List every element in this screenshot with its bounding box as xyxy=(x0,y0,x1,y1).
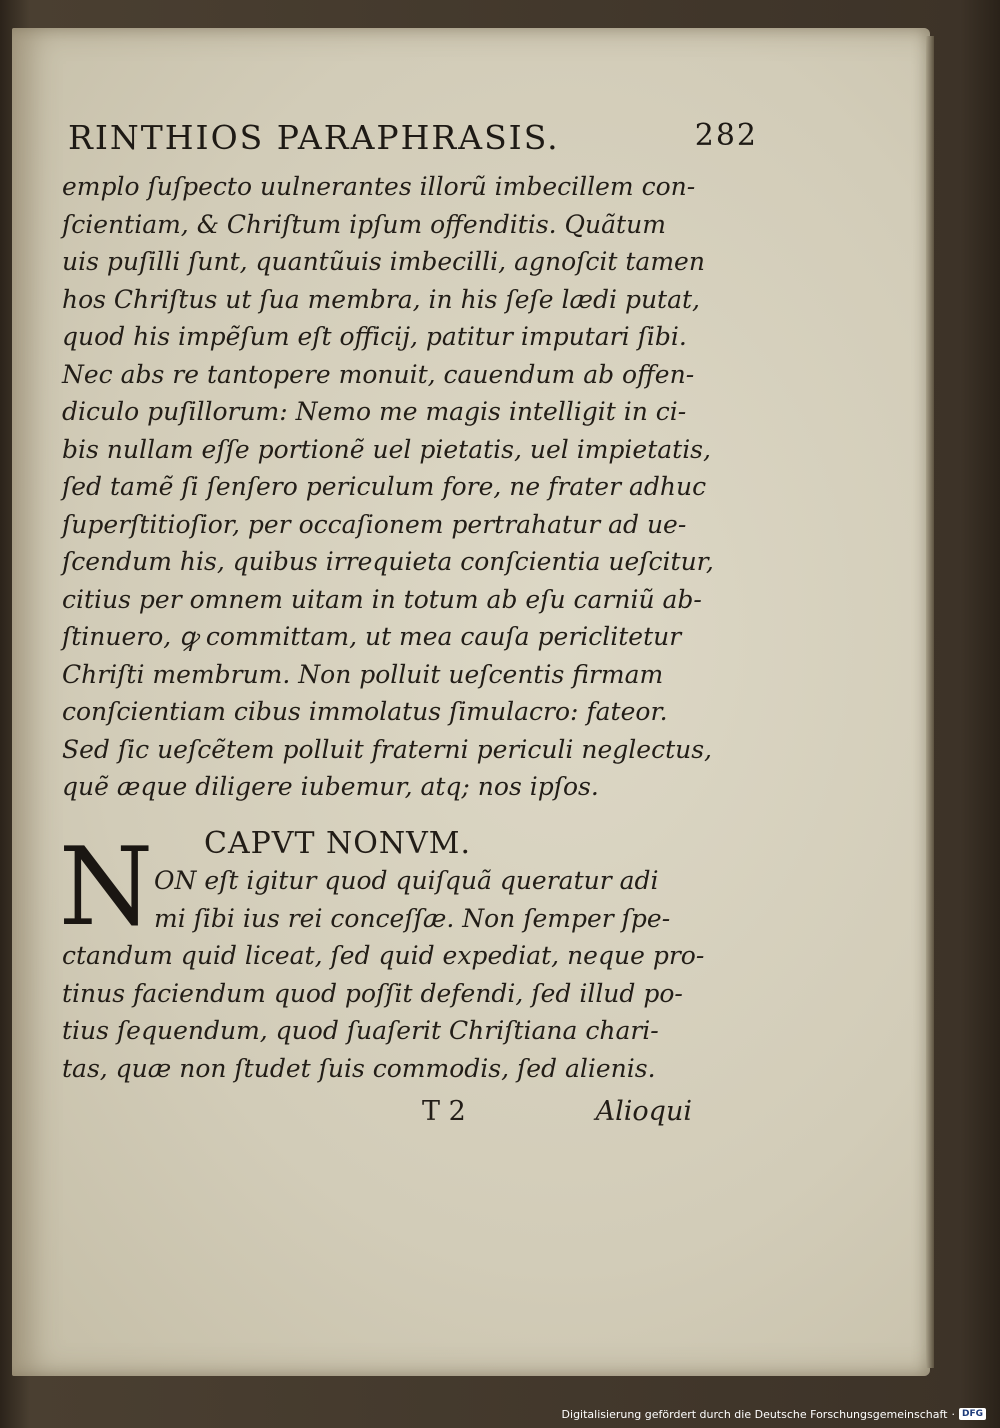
text-line: tas, quæ non ſtudet ſuis commodis, ſed alienis. xyxy=(62,1053,656,1083)
text-line: ON eſt igitur quod quiſquã queratur adi xyxy=(154,866,659,895)
text-line: diculo puſillorum: Nemo me magis intelligit in ci- xyxy=(62,397,687,426)
text-line: ſuperſtitioſior, per occaſionem pertrahatur ad ue- xyxy=(62,509,687,539)
text-line: bis nullam eſſe portionẽ uel pietatis, uel impietatis, xyxy=(62,434,711,464)
signature-mark: T 2 xyxy=(422,1096,466,1127)
catchword: Alioqui xyxy=(595,1096,692,1127)
running-head xyxy=(68,118,758,162)
text-line: citius per omnem uitam in totum ab eſu carniũ ab- xyxy=(62,584,702,614)
text-line: hos Chriſtus ut ſua membra, in his ſeſe lædi putat, xyxy=(62,284,700,314)
chapter-text xyxy=(62,862,705,1087)
text-line: ſed tamẽ ſi ſenſero periculum fore, ne frater adhuc xyxy=(62,472,707,501)
text-line: ſcientiam, & Chriſtum ipſum offenditis. Quãtum xyxy=(62,209,666,239)
body-text xyxy=(62,168,714,806)
text-line: tius ſequendum, quod ſuaſerit Chriſtiana chari- xyxy=(62,1016,659,1045)
page-edge xyxy=(926,36,934,1368)
drop-cap-initial: N xyxy=(58,825,154,950)
text-line: ctandum quid liceat, ſed quid expediat, neque pro- xyxy=(62,941,705,970)
page-number: 282 xyxy=(694,118,758,153)
text-line: ſcendum his, quibus irrequieta conſcientia ueſcitur, xyxy=(62,547,714,576)
text-line: uis puſilli ſunt, quantũuis imbecilli, agnoſcit tamen xyxy=(62,247,705,276)
text-line: conſcientiam cibus immolatus ſimulacro: fateor. xyxy=(62,697,668,726)
text-line: tinus faciendum quod poſſit defendi, ſed illud po- xyxy=(62,978,683,1008)
text-line: mi ſibi ius rei conceſſæ. Non ſemper ſpe- xyxy=(154,903,671,933)
text-line: Nec abs re tantopere monuit, cauendum ab offen- xyxy=(62,359,695,389)
text-line: ſtinuero, ꝙ committam, ut mea cauſa periclitetur xyxy=(62,622,682,651)
text-line: Chriſti membrum. Non polluit ueſcentis firmam xyxy=(62,659,664,689)
text-line: emplo ſuſpecto uulnerantes illorũ imbecillem con- xyxy=(62,172,696,201)
footer-text: Digitalisierung gefördert durch die Deutsche Forschungsgemeinschaft xyxy=(561,1407,948,1421)
text-line: quẽ æque diligere iubemur, atq; nos ipſos. xyxy=(62,772,599,801)
chapter-heading: CAPVT NONVM. xyxy=(204,826,472,861)
digitization-footer xyxy=(562,1406,986,1422)
text-line: Sed ſic ueſcẽtem polluit fraterni periculi neglectus, xyxy=(62,734,712,764)
text-line: quod his impẽſum eſt officij, patitur imputari ſibi. xyxy=(62,322,687,351)
running-head-title: RINTHIOS PARAPHRASIS. xyxy=(68,118,560,157)
footer-separator: · xyxy=(951,1407,955,1421)
dfg-logo: DFG xyxy=(959,1408,986,1420)
signature-line xyxy=(62,1096,692,1136)
